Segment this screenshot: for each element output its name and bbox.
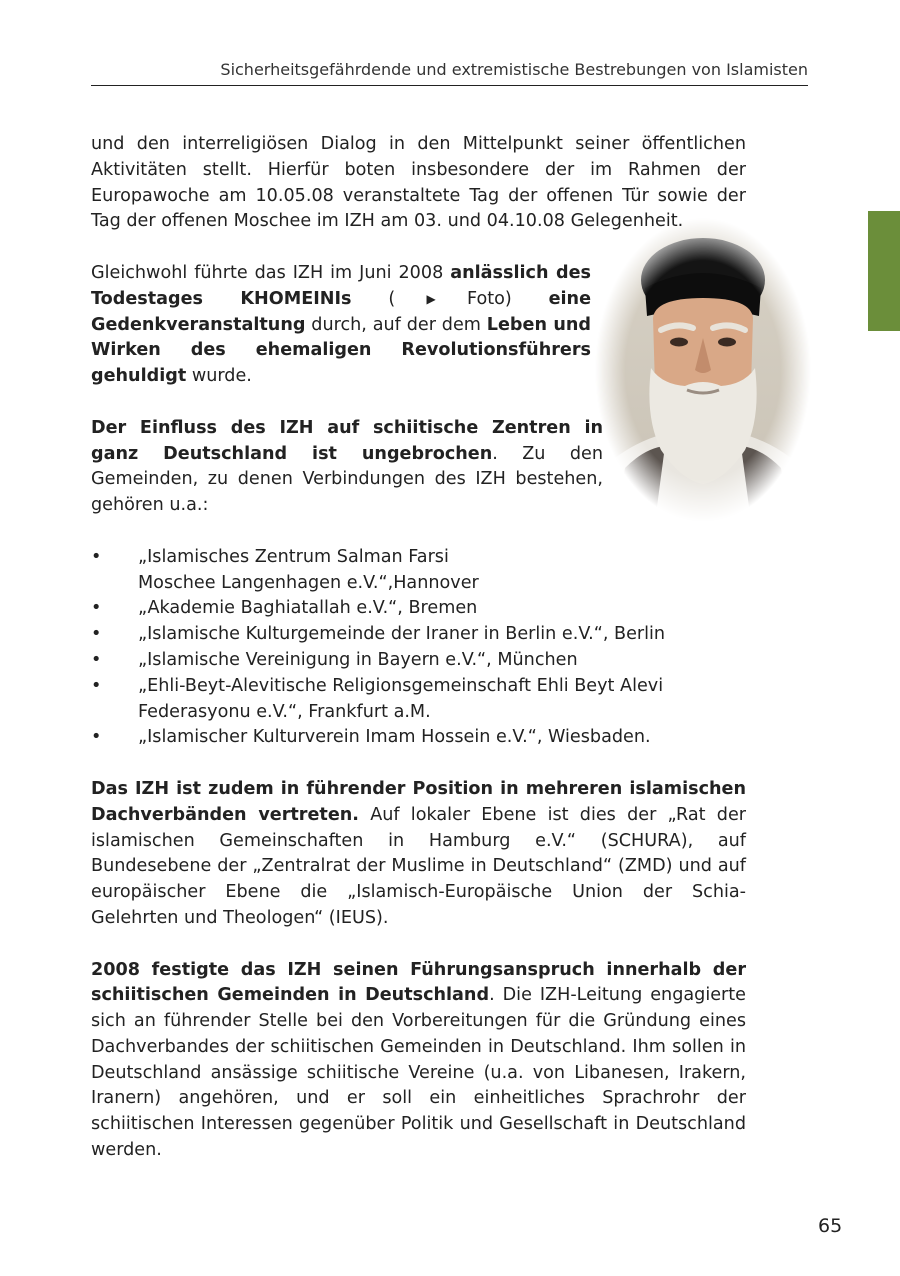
triangle-right-icon: ▶	[395, 291, 467, 306]
paragraph-1-text: und den interreligiösen Dialog in den Mittelpunkt seiner öffentlichen Aktivitäten stellt. Hierfür boten insbesondere der im Rahmen der Europawoche am 10.05.08 veranstaltete Tag der offenen Tür sowie der Tag der offenen Moschee im IZH am 03. und 04.10.08 Gelegenheit.	[91, 134, 746, 232]
p2-bold-2: eine Gedenkveranstaltung	[91, 288, 591, 335]
bullet-icon: •	[91, 624, 102, 645]
list-item	[91, 674, 746, 726]
running-title: Sicherheitsgefährdende und extremistische Bestrebungen von Islamisten	[220, 60, 808, 79]
p3-bold-1: Der Einfluss des IZH auf schiitische Zentren in ganz Deutschland ist ungebrochen	[91, 417, 603, 464]
list-item-text: „Islamisches Zentrum Salman Farsi Moschee Langenhagen e.V.“,Hannover	[138, 546, 479, 593]
photo-reference: Foto	[466, 288, 505, 309]
list-item	[91, 648, 746, 674]
list-item-text: „Islamische Vereinigung in Bayern e.V.“, München	[138, 649, 578, 670]
p2-bold-1: anlässlich des Todestages KHOMEINIs	[91, 262, 591, 309]
list-item-text: „Islamische Kulturgemeinde der Iraner in Berlin e.V.“, Berlin	[138, 624, 666, 645]
p2-text-2: (	[351, 288, 396, 309]
list-item	[91, 622, 746, 648]
list-item	[91, 725, 746, 751]
bullet-icon: •	[91, 649, 102, 670]
paragraph-3	[91, 416, 603, 519]
community-list	[91, 545, 746, 751]
p2-text-4: durch, auf der dem	[305, 314, 487, 335]
list-item	[91, 596, 746, 622]
p2-bold-3: Leben und Wirken des ehemaligen Revolutionsführers gehuldigt	[91, 314, 592, 387]
p3-text-1: . Zu den Gemeinden, zu denen Verbindungen des IZH bestehen, gehören u.a.:	[91, 443, 604, 516]
paragraph-5	[91, 958, 746, 1164]
p4-bold-1: Das IZH ist zudem in führender Position in mehreren islamischen Dachverbänden vertreten.	[91, 778, 746, 825]
paragraph-1	[91, 132, 746, 235]
p4-text-1: Auf lokaler Ebene ist dies der „Rat der islamischen Gemeinschaften in Hamburg e.V.“ (SCHURA), auf Bundesebene der „Zentralrat der Muslime in Deutschland“ (ZMD) und auf europäischer Ebene die „Islamisch-Europäische Union der Schia-Gelehrten und Theologen“ (IEUS).	[91, 804, 746, 928]
p5-text-1: . Die IZH-Leitung engagierte sich an führender Stelle bei den Vorbereitungen für die Gründung eines Dachverbandes der schiitischen Gemeinden in Deutschland. Ihm sollen in Deutschland ansässige schiitische Vereine (u.a. von Libanesen, Irakern, Iranern) angehören, und er soll ein einheitliches Sprachrohr der schiitischen Interessen gegenüber Politik und Gesellschaft in Deutschland werden.	[91, 985, 746, 1161]
p2-text-3: )	[504, 288, 549, 309]
page-number: 65	[818, 1215, 843, 1237]
paragraph-2	[91, 261, 591, 390]
list-item-text: „Ehli-Beyt-Alevitische Religionsgemeinschaft Ehli Beyt Alevi Federasyonu e.V.“, Frankfurt a.M.	[138, 675, 664, 722]
list-item	[91, 545, 746, 597]
p2-text-1: Gleichwohl führte das IZH im Juni 2008	[91, 262, 451, 283]
bullet-icon: •	[91, 675, 102, 696]
bullet-icon: •	[91, 727, 102, 748]
list-item-text: „Akademie Baghiatallah e.V.“, Bremen	[138, 598, 478, 619]
bullet-icon: •	[91, 598, 102, 619]
p2-text-5: wurde.	[186, 366, 252, 387]
p5-bold-1: 2008 festigte das IZH seinen Führungsanspruch innerhalb der schiitischen Gemeinden in Deutschland	[91, 959, 746, 1006]
running-header	[91, 60, 808, 86]
paragraph-4	[91, 777, 746, 932]
bullet-icon: •	[91, 546, 102, 567]
section-color-tab	[868, 211, 900, 331]
body-text	[91, 132, 746, 1190]
list-item-text: „Islamischer Kulturverein Imam Hossein e.V.“, Wiesbaden.	[138, 727, 651, 748]
